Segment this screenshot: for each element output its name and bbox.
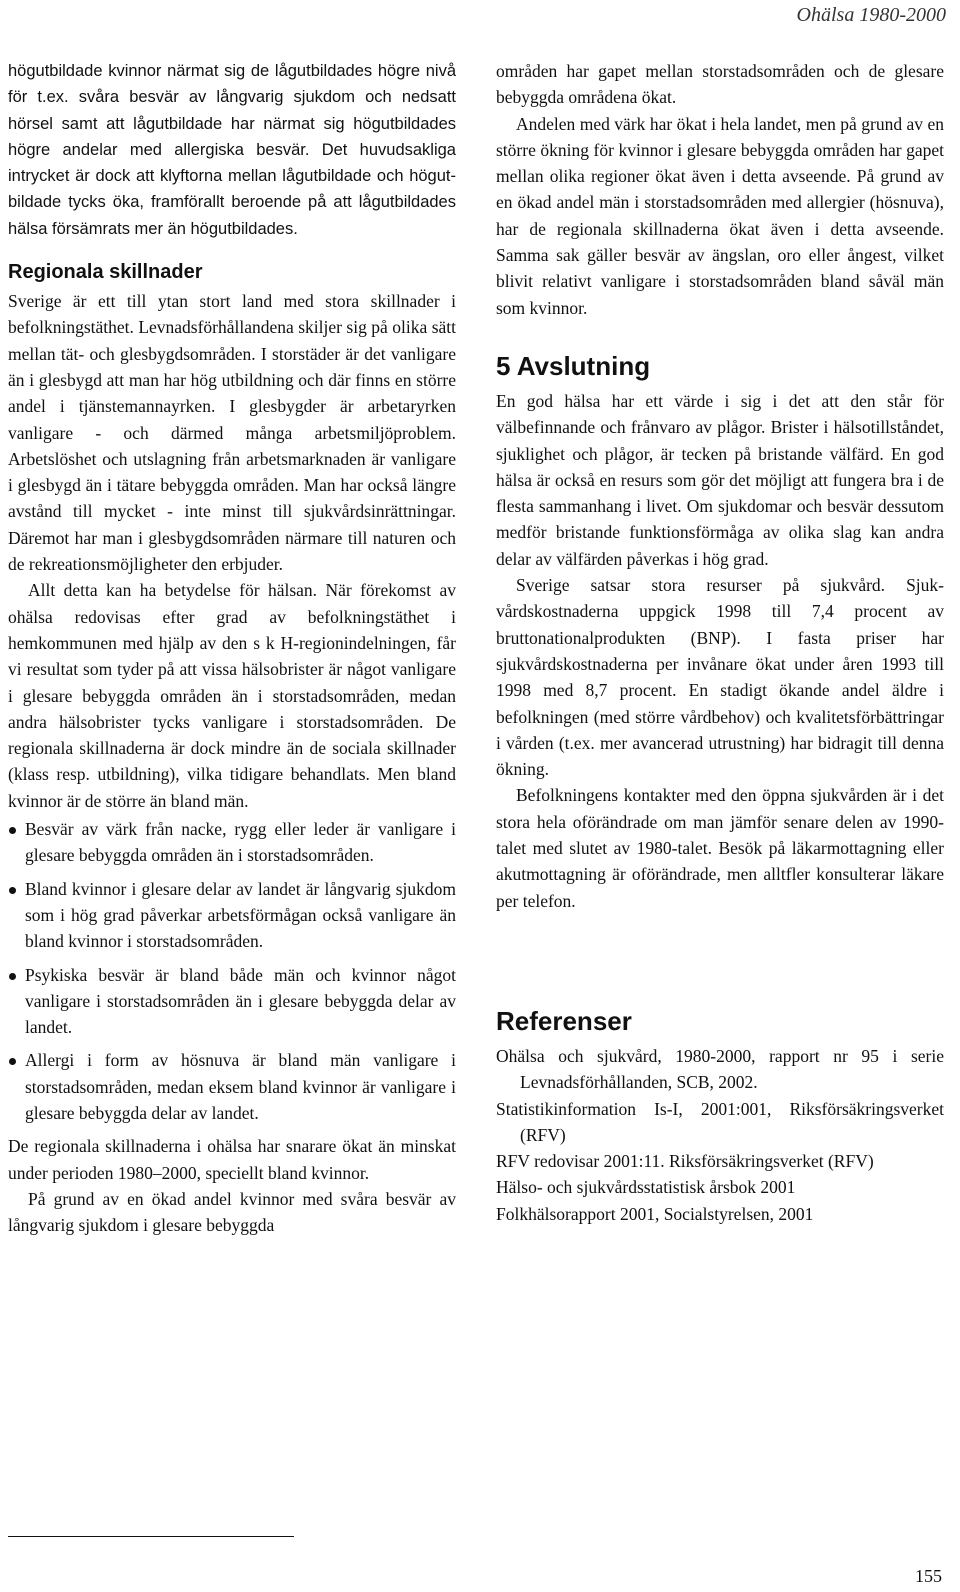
paragraph: De regionala skillnaderna i ohälsa har snarare ökat än minskat under perioden 1980–2000, speciellt bland kvinnor. [8,1136,456,1183]
reference-item: Folkhälsorapport 2001, Socialstyrelsen, 2001 [496,1203,814,1224]
paragraph: En god hälsa har ett värde i sig i det att den står för välbefinnande och frånvaro av plågor. Brister i hälsotillståndet, sjuklighet och plågor, är tecken på bristande välfärd. En god hälsa är också en resurs som gör det möjligt att fungera bra i de flesta sammanhang i livet. Om sjukdomar och besvär dessutom medför bristande funktionsförmåga av olika slag kan andra delar av välfärden påverkas i hög grad. [496,390,944,569]
bullet-text: Besvär av värk från nacke, rygg eller leder är vanligare i glesare bebyggda områden än i storstadsområden. [25,819,456,866]
paragraph: Allt detta kan ha betydelse för hälsan. När förekomst av ohälsa redovisas efter grad av befolkningstäthet i hemkommunen med hjälp av den s k H-regionindelningen, får vi resultat som tyder på att vissa hälsobrister är något vanligare i glesare bebyggda områden än i storstadsområden, medan andra hälsobrister tycks vanligare i storstadsområden. De regionala skillnaderna är dock mindre än de sociala skillnader (klass resp. utbildning), vilka tidigare behandlats. Men bland kvinnor är de större än bland män. [8,580,456,811]
paragraph: Sverige satsar stora resurser på sjukvård. Sjukvårdskostnaderna uppgick 1998 till 7,4 procent av bruttonationalprodukten (BNP). I fasta priser har sjukvårdskostnaderna per invånare ökat under åren 1993 till 1998 med 8,7 procent. En stadigt ökande andel äldre i befolkningen (med större vårdbehov) och kvalitetsförbättringar i vården (t.ex. mer avancerad utrustning) har bidragit till denna ökning. [496,575,944,780]
reference-item: RFV redovisar 2001:11. Riksförsäkringsverket (RFV) [496,1151,874,1172]
paragraph: Sverige är ett till ytan stort land med stora skillnader i befolkningstäthet. Levnadsförhållandena skiljer sig på olika sätt mellan tät- och glesbygdsområden. I storstäder är det vanligare än i glesbygd att man har hög utbildning och där finns en större andel i tjänstemannayrken. I glesbygder är arbetaryrken vanligare - och därmed många arbetsmiljöproblem. Arbetslöshet och utslagning från arbetsmarknaden är vanligare i glesbygd än i tätare bebyggda områden. Man har också längre avstånd till mycket - inte minst till sjukvårdsinrättningar. Däremot har man i glesbygdsområden närmare till naturen och de rekreationsmöjligheter den erbjuder. [8,291,456,575]
paragraph: På grund av en ökad andel kvinnor med svåra besvär av långvarig sjukdom i glesare bebyggda [8,1188,456,1236]
bullet-icon [9,973,16,980]
bullet-text: Bland kvinnor i glesare delar av landet är långvarig sjukdom som i hög grad påverkar arbetsförmågan också vanligare än bland kvinnor i storstadsområden. [25,878,456,952]
bullet-icon [9,827,16,834]
section-heading-regional: Regionala skillnader [8,261,203,284]
bullet-item [8,962,456,1041]
paragraph: Andelen med värk har ökat i hela landet, men på grund av en större ökning för kvinnor i glesare bebyggda områden har gapet mellan olika regioner ökat även i detta avseende. På grund av en ökad andel män i storstadsområden med allergier (hösnuva), har de regionala skillnaderna ökat även i detta avseende. Samma sak gäller besvär av ängslan, oro eller ångest, vilket blivit relativt vanligare i storstadsområden bland såväl män som kvinnor. [496,113,944,318]
references-list [496,1043,944,1227]
reference-item: Hälso- och sjukvårdsstatistisk årsbok 2001 [496,1177,796,1198]
section-heading-conclusion: 5 Avslutning [496,350,651,381]
bullet-item [8,876,456,955]
bullet-icon [9,1058,16,1065]
bullet-text: Allergi i form av hösnuva är bland män vanligare i storstadsområden, medan eksem bland kvinnor är vanligare i glesare bebyggda delar av landet. [25,1050,456,1123]
bullet-text: Psykiska besvär är bland både män och kvinnor något vanligare i storstadsområden än i glesare bebyggda delar av landet. [25,964,456,1038]
bullet-icon [9,887,16,894]
page-number: 155 [915,1566,942,1586]
reference-item: Ohälsa och sjukvård, 1980-2000, rapport nr 95 i serie Levnadsförhållanden, SCB, 2002. [496,1045,944,1093]
references-heading: Referenser [496,1005,632,1036]
reference-item: Statistikinformation Is-I, 2001:001, Riksförsäkringsverket (RFV) [496,1098,944,1145]
intro-paragraph: högutbildade kvinnor närmat sig de lågutbildades högre nivå för t.ex. svåra besvär av långvarig sjukdom och nedsatt hörsel samt att lågutbildade har närmat sig högutbildades högre andelar med allergiska besvär. Det huvudsakliga intrycket är dock att klyftorna mellan lågutbildade och högutbildade tycks öka, framförallt beroende på att lågutbildades hälsa försämrats mer än högutbildades. [8,62,456,238]
left-column [8,58,456,1238]
bullet-list [8,816,456,1126]
footnote-rule [8,1536,294,1537]
bullet-item [8,816,456,869]
right-column [496,58,944,1227]
paragraph: områden har gapet mellan storstadsområden och de glesare bebyggda områdena ökat. [496,61,944,108]
paragraph: Befolkningens kontakter med den öppna sjukvården är i det stora hela oförändrade om man jämför senare delen av 1990-talet med slutet av 1980-talet. Besök på läkarmottagning eller akutmottagning är oförändrade, men alltfler konsulterar läkare per telefon. [496,785,944,911]
bullet-item [8,1047,456,1126]
running-header: Ohälsa 1980-2000 [796,4,946,26]
